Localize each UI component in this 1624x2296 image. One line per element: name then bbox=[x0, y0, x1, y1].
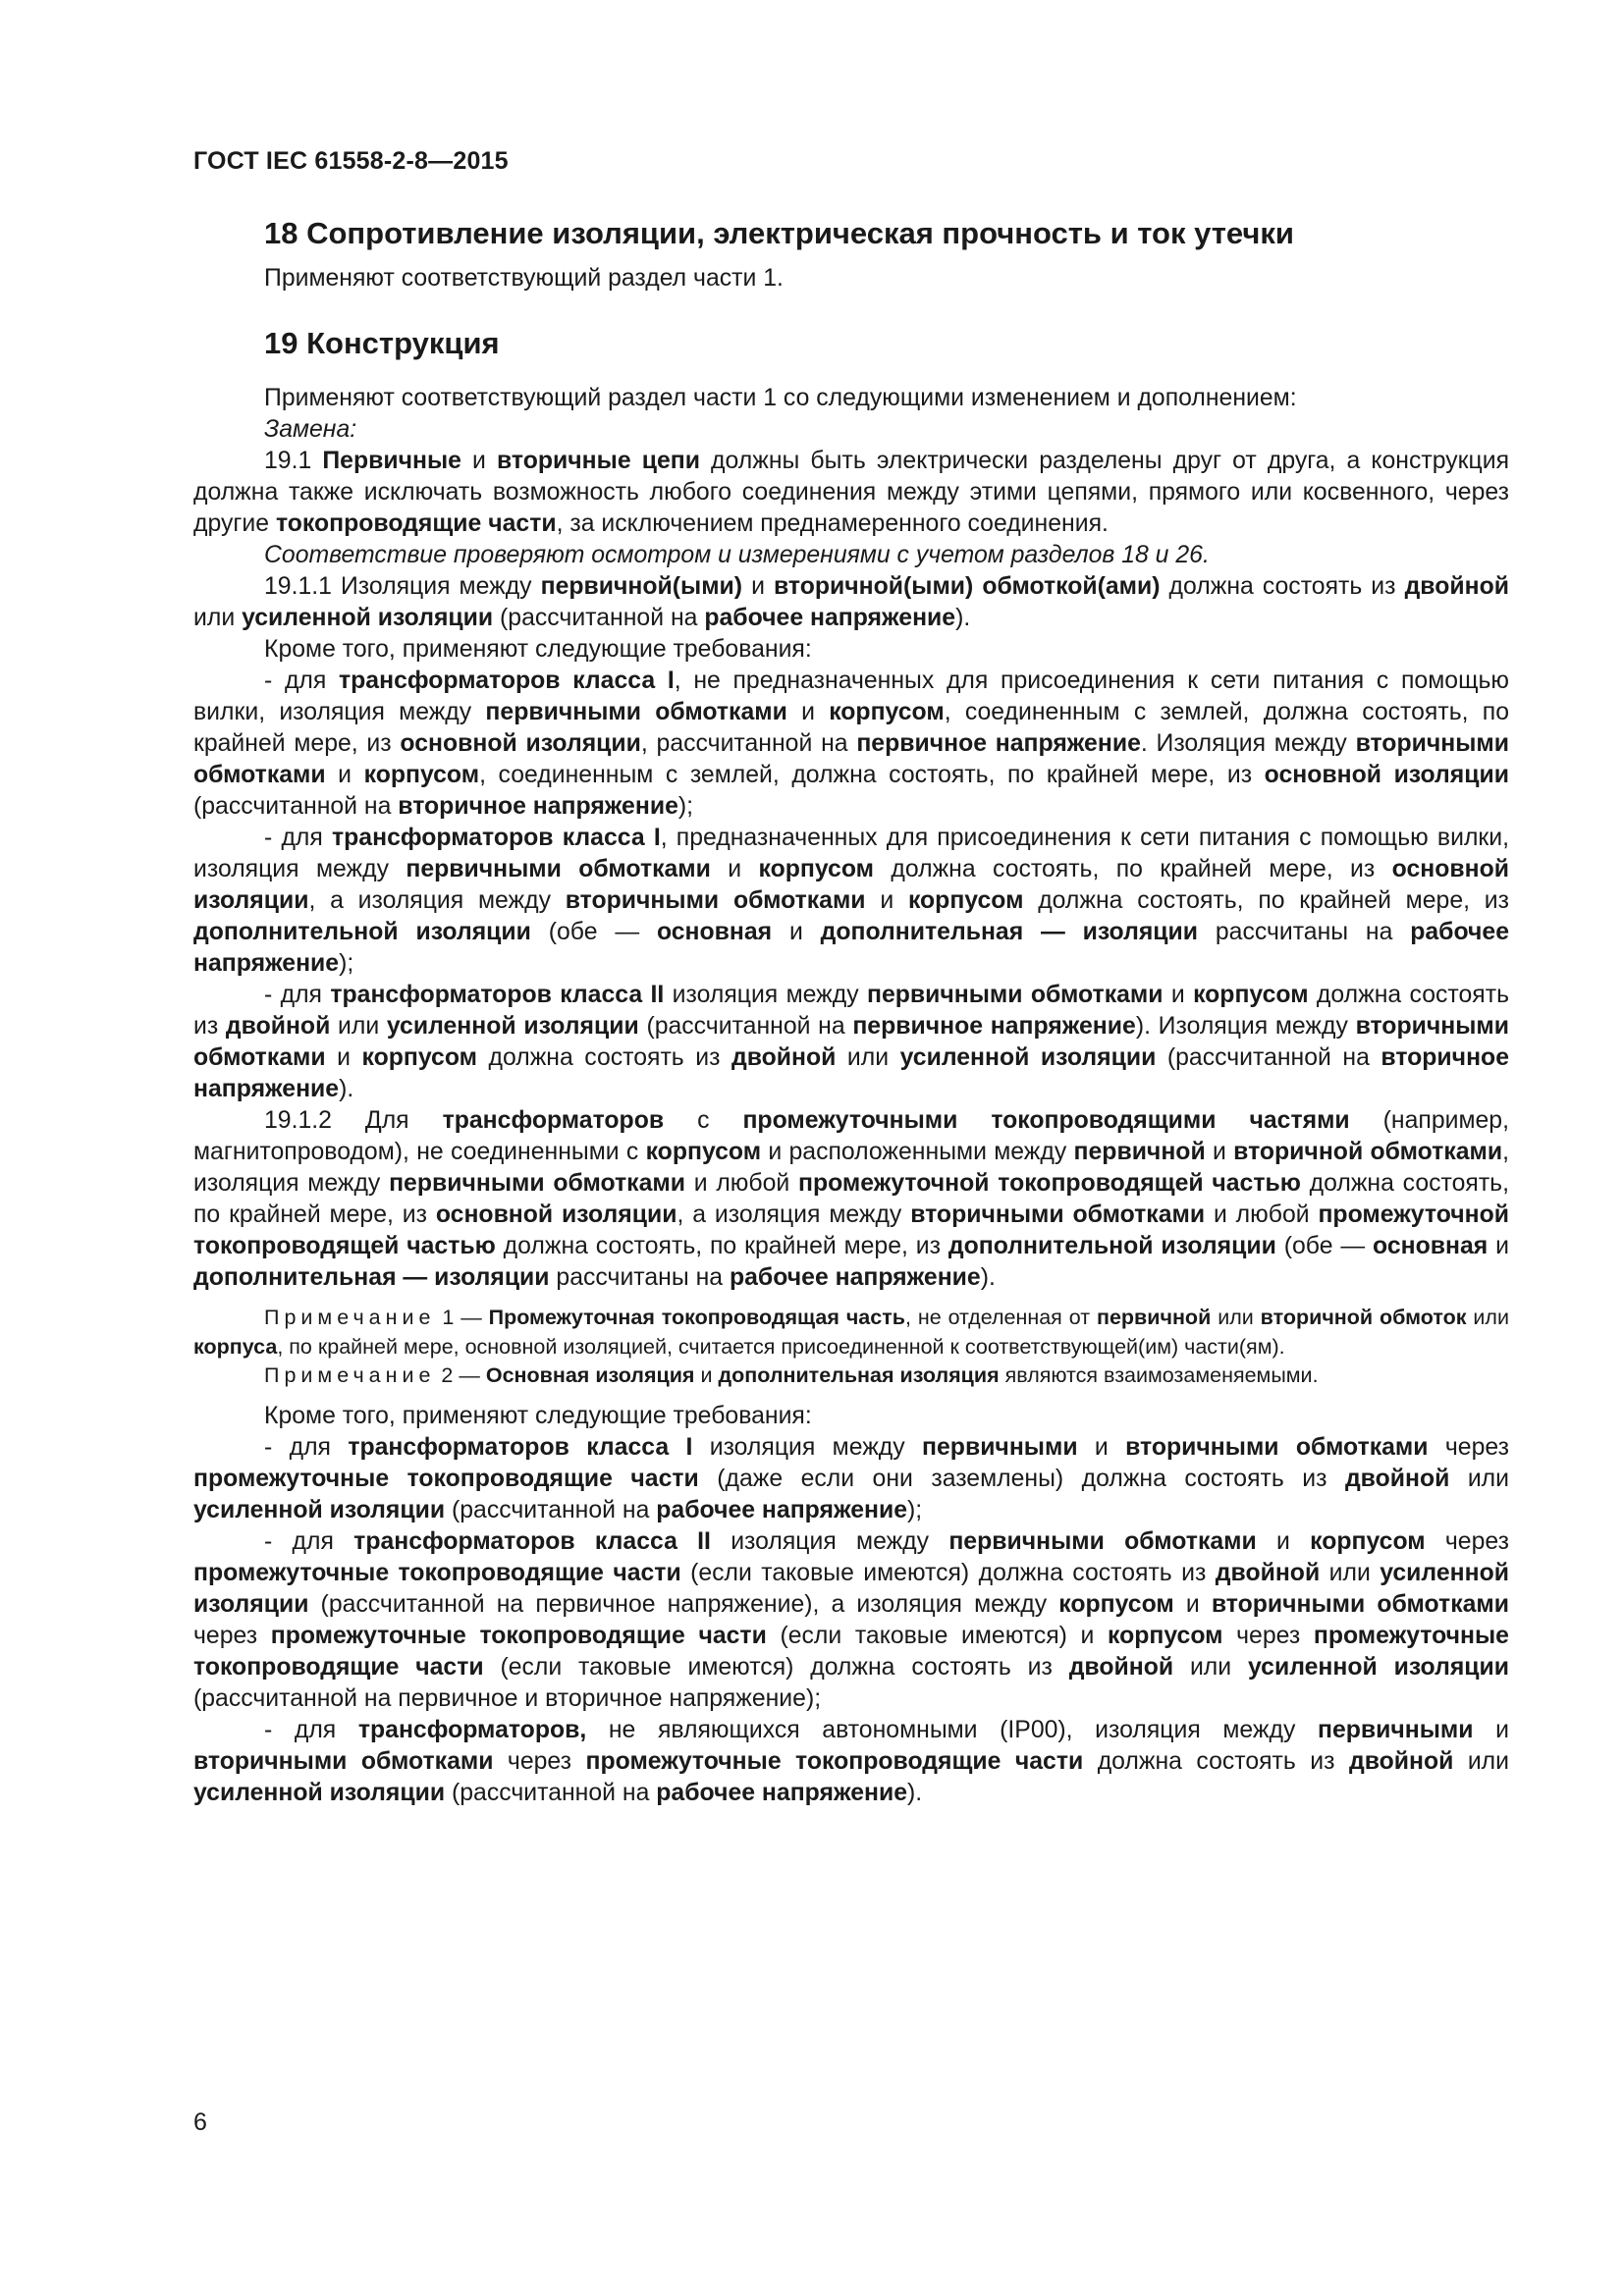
note-1: Примечание 1 — Промежуточная токопроводящая часть, не отделенная от первичной или вторичной обмоток или корпуса, по крайней мере, основной изоляцией, считается присоединенной к соответствующей(им) части(ям). bbox=[193, 1306, 1509, 1359]
section-19-title: 19 Конструкция bbox=[264, 326, 500, 360]
list-item: - для трансформаторов класса II изоляция между первичными обмотками и корпусом должна состоять из двойной или усиленной изоляции (рассчитанной на первичное напряжение). Изоляция между вторичными обмотками и корпусом должна состоять из двойной или усиленной изоляции (рассчитанной на вторичное напряжение). bbox=[193, 982, 1509, 1102]
clause-19-1: 19.1 Первичные и вторичные цепи должны быть электрически разделены друг от друга, а конструкция должна также исключать возможность любого соединения между этими цепями, прямого или косвенного, через другие токопроводящие части, за исключением преднамеренного соединения. bbox=[193, 448, 1509, 537]
list-item: - для трансформаторов класса I, предназначенных для присоединения к сети питания с помощью вилки, изоляция между первичными обмотками и корпусом должна состоять, по крайней мере, из основной изоляции, а изоляция между вторичными обмотками и корпусом должна состоять, по крайней мере, из дополнительной изоляции (обе — основная и дополнительная — изоляции рассчитаны на рабочее напряжение); bbox=[193, 825, 1510, 977]
list-item: - для трансформаторов класса I, не предназначенных для присоединения к сети питания с помощью вилки, изоляция между первичными обмотками и корпусом, соединенным с землей, должна состоять, по крайней мере, из основной изоляции, рассчитанной на первичное напряжение. Изоляция между вторичными обмотками и корпусом, соединенным с землей, должна состоять, по крайней мере, из основной изоляции (рассчитанной на вторичное напряжение); bbox=[193, 667, 1509, 820]
page-content bbox=[193, 214, 1509, 1809]
list-item: - для трансформаторов класса II изоляция между первичными обмотками и корпусом через промежуточные токопроводящие части (если таковые имеются) должна состоять из двойной или усиленной изоляции (рассчитанной на первичное напряжение), а изоляция между корпусом и вторичными обмотками через промежуточные токопроводящие части (если таковые имеются) и корпусом через промежуточные токопроводящие части (если таковые имеются) должна состоять из двойной или усиленной изоляции (рассчитанной на первичное и вторичное напряжение); bbox=[193, 1527, 1510, 1712]
list-item: - для трансформаторов класса I изоляция между первичными и вторичными обмотками через промежуточные токопроводящие части (даже если они заземлены) должна состоять из двойной или усиленной изоляции (рассчитанной на рабочее напряжение); bbox=[193, 1433, 1510, 1523]
section-18-title: 18 Сопротивление изоляции, электрическая прочность и ток утечки bbox=[264, 216, 1294, 250]
additional-requirements-2: Кроме того, применяют следующие требования: bbox=[264, 1402, 812, 1429]
compliance-note: Соответствие проверяют осмотром и измерениями с учетом разделов 18 и 26. bbox=[264, 542, 1210, 568]
section-19-intro: Применяют соответствующий раздел части 1 со следующими изменением и дополнением: bbox=[264, 385, 1297, 411]
list-item: - для трансформаторов, не являющихся автономными (IP00), изоляция между первичными и вторичными обмотками через промежуточные токопроводящие части должна состоять из двойной или усиленной изоляции (рассчитанной на рабочее напряжение). bbox=[193, 1716, 1509, 1806]
page-number: 6 bbox=[193, 2109, 207, 2136]
replacement-label: Замена: bbox=[264, 416, 357, 443]
clause-19-1-1: 19.1.1 Изоляция между первичной(ыми) и вторичной(ыми) обмоткой(ами) должна состоять из двойной или усиленной изоляции (рассчитанной на рабочее напряжение). bbox=[193, 573, 1509, 631]
document-header: ГОСТ IEC 61558-2-8—2015 bbox=[193, 147, 509, 175]
section-18-text: Применяют соответствующий раздел части 1. bbox=[264, 265, 784, 292]
clause-19-1-2: 19.1.2 Для трансформаторов с промежуточными токопроводящими частями (например, магнитопроводом), не соединенными с корпусом и расположенными между первичной и вторичной обмотками, изоляция между первичными обмотками и любой промежуточной токопроводящей частью должна состоять, по крайней мере, из основной изоляции, а изоляция между вторичными обмотками и любой промежуточной токопроводящей частью должна состоять, по крайней мере, из дополнительной изоляции (обе — основная и дополнительная — изоляции рассчитаны на рабочее напряжение). bbox=[193, 1107, 1509, 1291]
additional-requirements-1: Кроме того, применяют следующие требования: bbox=[264, 636, 812, 663]
note-2: Примечание 2 — Основная изоляция и дополнительная изоляция являются взаимозаменяемыми. bbox=[264, 1363, 1319, 1387]
